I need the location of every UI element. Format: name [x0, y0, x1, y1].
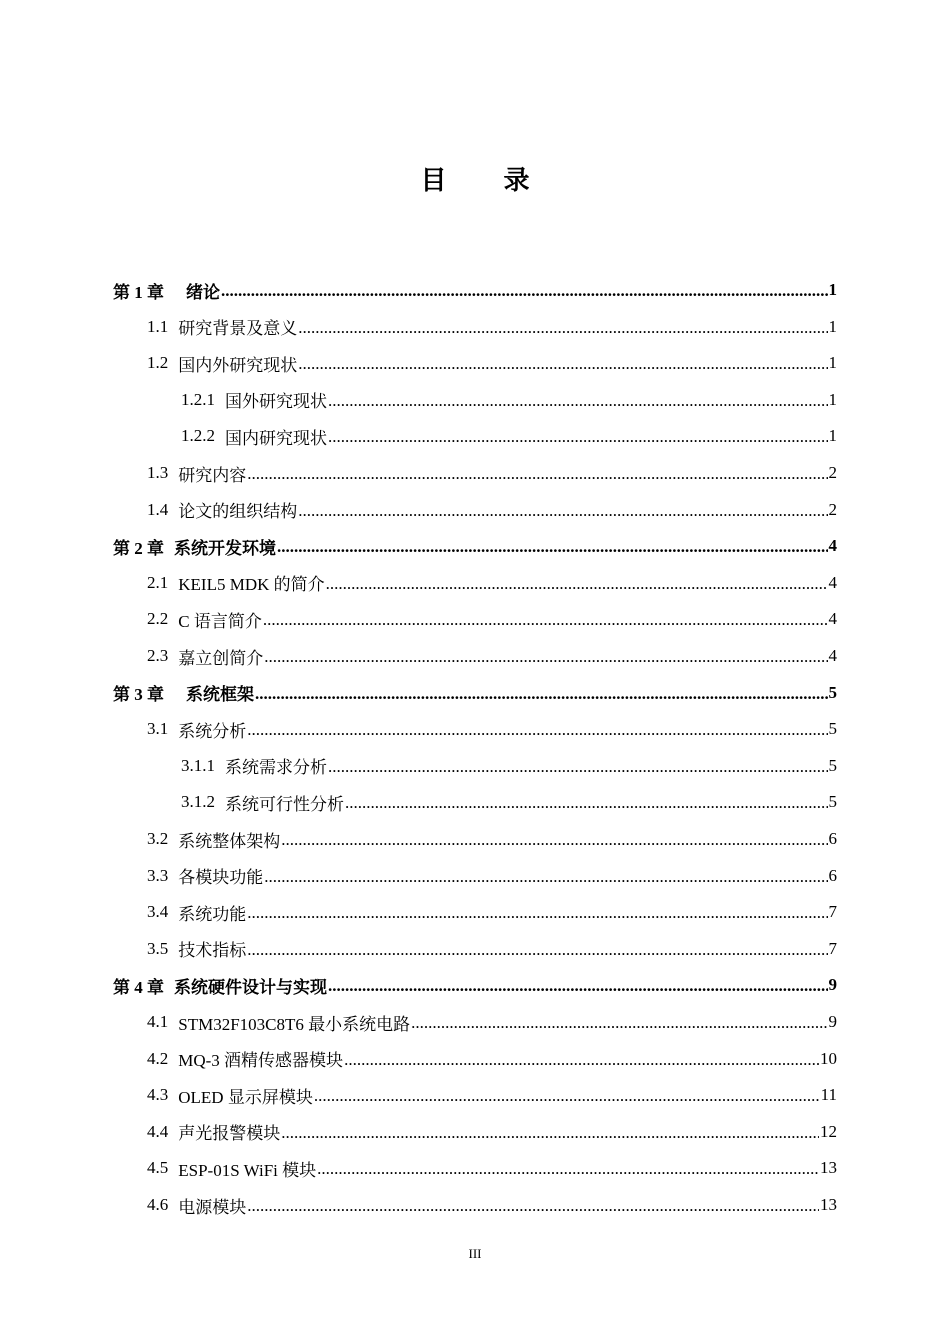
toc-entry-number: 4.6 — [147, 1195, 169, 1214]
toc-entry[interactable] — [181, 418, 837, 454]
toc-entry[interactable] — [147, 638, 837, 674]
toc-entry-title: 绪论 — [186, 282, 220, 302]
toc-entry-page: 13 — [820, 1195, 837, 1214]
toc-entry-title: 系统需求分析 — [225, 758, 327, 778]
toc-entry-title: 系统硬件设计与实现 — [174, 977, 327, 997]
toc-entry-title: 研究背景及意义 — [178, 319, 298, 339]
toc-entry-number: 1.1 — [147, 316, 169, 336]
toc-entry-page: 1 — [828, 389, 837, 409]
toc-entry[interactable] — [147, 894, 837, 930]
toc-entry[interactable] — [147, 858, 837, 894]
toc-entry-page: 6 — [828, 829, 837, 848]
toc-entry-number: 1.2.2 — [181, 426, 215, 446]
toc-entry[interactable] — [147, 931, 837, 967]
page-title: 目 录 — [420, 166, 554, 196]
toc-entry[interactable] — [147, 492, 837, 528]
toc-entry-number: 4.2 — [147, 1048, 169, 1068]
dot-leader — [317, 1159, 819, 1179]
toc-entry-title: 系统可行性分析 — [225, 794, 344, 814]
toc-entry-number: 3.5 — [147, 938, 169, 958]
toc-entry-number: 1.3 — [147, 463, 169, 482]
toc-entry-title: OLED 显示屏模块 — [178, 1087, 313, 1107]
toc-entry-title: C 语言简介 — [178, 611, 262, 631]
dot-leader — [263, 610, 828, 630]
dot-leader — [326, 574, 828, 594]
toc-entry-title: 各模块功能 — [178, 868, 264, 888]
toc-entry-page: 5 — [828, 682, 837, 702]
toc-entry-title: 系统整体架构 — [178, 831, 281, 851]
toc-entry[interactable] — [147, 309, 837, 345]
dot-leader — [281, 830, 827, 850]
toc-entry-number: 3.1 — [147, 719, 169, 739]
toc-entry-number: 2.1 — [147, 572, 169, 592]
toc-entry[interactable] — [147, 565, 837, 601]
toc-entry-title: 研究内容 — [178, 465, 247, 485]
toc-entry-number: 1.4 — [147, 499, 169, 519]
toc-entry-number: 3.1.2 — [181, 792, 215, 812]
toc-entry-title: 系统分析 — [178, 721, 247, 741]
dot-leader — [344, 1050, 819, 1070]
toc-entry-number: 4.3 — [147, 1085, 169, 1105]
toc-entry[interactable] — [147, 1077, 837, 1113]
toc-entry-number: 2.2 — [147, 609, 169, 629]
toc-entry-title: 国内外研究现状 — [178, 355, 298, 375]
toc-entry-number: 3.2 — [147, 829, 169, 848]
toc-entry[interactable] — [147, 1187, 837, 1223]
toc-entry[interactable] — [147, 1150, 837, 1186]
dot-leader — [264, 867, 827, 887]
toc-entry-page: 4 — [828, 609, 837, 629]
toc-entry[interactable] — [181, 748, 837, 784]
toc-entry-title: 国内研究现状 — [225, 428, 327, 448]
dot-leader — [277, 537, 828, 557]
toc-entry-page: 7 — [828, 938, 837, 958]
toc-entry-number: 第 2 章 — [113, 538, 164, 558]
dot-leader — [345, 793, 828, 813]
toc-entry-page: 2 — [828, 463, 837, 482]
dot-leader — [264, 647, 827, 667]
toc-entry-page: 11 — [820, 1085, 837, 1105]
toc-entry-page: 5 — [828, 719, 837, 739]
toc-entry-title: STM32F103C8T6 最小系统电路 — [178, 1014, 411, 1034]
toc-entry-number: 4.5 — [147, 1158, 169, 1178]
toc-entry[interactable] — [147, 1114, 837, 1150]
toc-entry-page: 1 — [828, 280, 837, 299]
toc-entry-number: 4.4 — [147, 1121, 169, 1141]
toc-entry[interactable] — [147, 821, 837, 857]
toc-entry-number: 第 1 章 — [113, 282, 164, 302]
toc-entry-title: 声光报警模块 — [178, 1124, 281, 1144]
dot-leader — [298, 501, 827, 521]
toc-entry[interactable] — [181, 784, 837, 820]
toc-entry[interactable] — [113, 528, 837, 564]
toc-entry[interactable] — [113, 675, 837, 711]
dot-leader — [247, 1196, 819, 1216]
dot-leader — [221, 281, 828, 301]
toc-entry-page: 1 — [828, 426, 837, 446]
toc-entry-page: 10 — [820, 1048, 837, 1068]
toc-entry-page: 9 — [828, 1012, 837, 1031]
toc-entry-page: 4 — [828, 536, 837, 556]
toc-entry-title: KEIL5 MDK 的简介 — [178, 575, 325, 595]
toc-entry[interactable] — [147, 1041, 837, 1077]
toc-entry-number: 第 3 章 — [113, 685, 164, 705]
toc-entry-number: 3.4 — [147, 902, 169, 922]
toc-entry-page: 13 — [820, 1158, 837, 1178]
toc-entry-page: 4 — [828, 572, 837, 592]
toc-entry-page: 1 — [828, 353, 837, 373]
toc-entry-title: 系统框架 — [186, 685, 254, 705]
dot-leader — [328, 391, 828, 411]
dot-leader — [298, 354, 827, 374]
toc-entry[interactable] — [147, 345, 837, 381]
toc-entry-number: 第 4 章 — [113, 977, 164, 997]
dot-leader — [247, 903, 827, 923]
toc-entry-page: 6 — [828, 865, 837, 885]
toc-entry-page: 4 — [828, 646, 837, 665]
toc-entry-title: 技术指标 — [178, 941, 247, 961]
toc-entry[interactable] — [147, 455, 837, 491]
dot-leader — [247, 464, 827, 484]
toc-entry-page: 1 — [828, 316, 837, 336]
toc-entry-number: 1.2 — [147, 353, 169, 373]
dot-leader — [255, 684, 828, 704]
toc-entry-title: 电源模块 — [178, 1197, 247, 1217]
dot-leader — [328, 976, 828, 996]
dot-leader — [281, 1123, 819, 1143]
dot-leader — [328, 757, 828, 777]
toc-entry-number: 3.1.1 — [181, 755, 215, 775]
toc-entry[interactable] — [181, 382, 837, 418]
toc-entry-title: 系统功能 — [178, 904, 247, 924]
toc-entry-number: 2.3 — [147, 646, 169, 665]
toc-entry-number: 3.3 — [147, 865, 169, 885]
dot-leader — [298, 318, 827, 338]
dot-leader — [411, 1013, 827, 1033]
toc-entry[interactable] — [113, 967, 837, 1003]
toc-entry-page: 5 — [828, 755, 837, 775]
toc-entry-number: 4.1 — [147, 1012, 169, 1031]
dot-leader — [328, 427, 828, 447]
dot-leader — [314, 1086, 820, 1106]
toc-entry[interactable] — [147, 1004, 837, 1040]
dot-leader — [247, 940, 827, 960]
toc-entry-page: 12 — [820, 1121, 837, 1141]
toc-entry-page: 9 — [828, 975, 837, 995]
toc-entry-number: 1.2.1 — [181, 389, 215, 409]
toc-entry-title: 系统开发环境 — [174, 538, 276, 558]
toc-entry-page: 5 — [828, 792, 837, 812]
toc-entry-page: 2 — [828, 499, 837, 519]
toc-entry[interactable] — [147, 601, 837, 637]
toc-entry-title: MQ-3 酒精传感器模块 — [178, 1051, 344, 1071]
dot-leader — [247, 720, 827, 740]
toc-entry-title: ESP-01S WiFi 模块 — [178, 1160, 317, 1180]
toc-entry-title: 国外研究现状 — [225, 392, 327, 412]
toc-entry[interactable] — [147, 711, 837, 747]
toc-entry-title: 论文的组织结构 — [178, 502, 298, 522]
toc-entry[interactable] — [113, 272, 837, 308]
page-number: III — [468, 1246, 482, 1261]
toc-entry-title: 嘉立创简介 — [178, 648, 264, 668]
toc-entry-page: 7 — [828, 902, 837, 922]
